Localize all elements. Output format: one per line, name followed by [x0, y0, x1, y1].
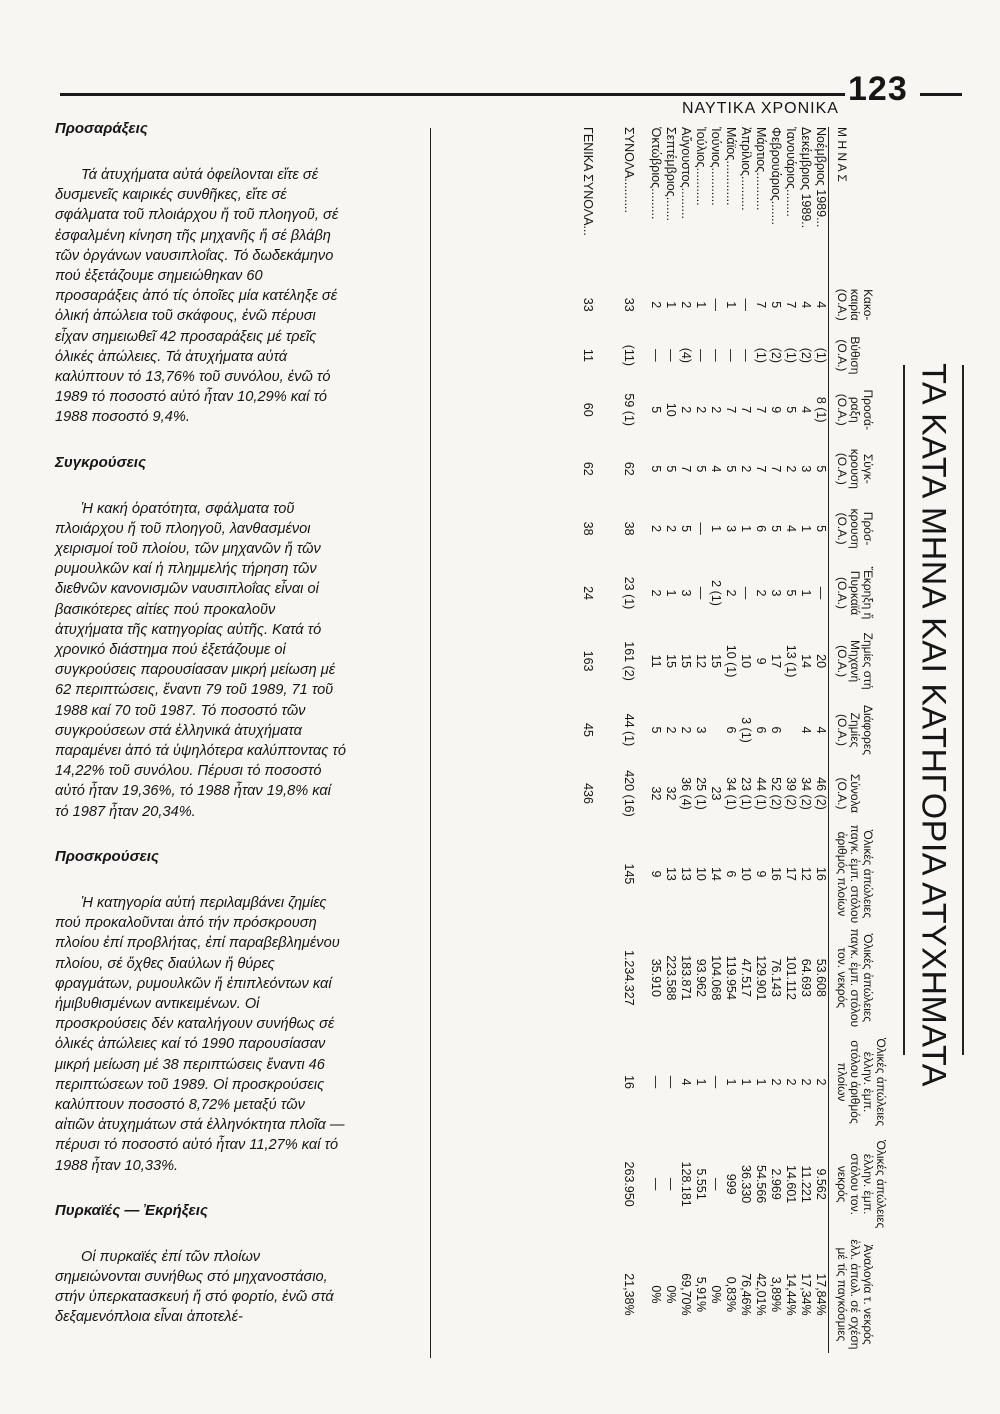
- table-cell: 5: [784, 589, 798, 597]
- table-cell: 2: [649, 589, 663, 597]
- table-cell: 5: [814, 525, 828, 533]
- table-title: ΤΑ ΚΑΤΑ ΜΗΝΑ ΚΑΙ ΚΑΤΗΓΟΡΙΑ ΑΤΥΧΗΜΑΤΑ: [914, 363, 953, 1087]
- table-row-label: Νοέμβριος 1989...: [814, 127, 828, 228]
- table-cell: 2: [649, 301, 663, 309]
- table-cell: 11: [581, 348, 595, 362]
- table-cell: —: [694, 586, 708, 600]
- table-cell: 9: [769, 406, 783, 414]
- table-row-label: Ἀπρίλιος..........: [739, 127, 753, 211]
- table-cell: 5,91%: [694, 1276, 708, 1313]
- table-cell: 33: [622, 297, 636, 312]
- table-row: [648, 125, 663, 1355]
- table-cell: 36.330: [739, 1165, 753, 1204]
- table-cell: 3: [799, 465, 813, 473]
- table-row: [798, 125, 813, 1355]
- table-cell: 5: [814, 465, 828, 473]
- table-cell: 62: [581, 461, 595, 476]
- table-cell: —: [664, 1177, 678, 1191]
- table-cell: 12: [799, 866, 813, 881]
- table-cell: —: [739, 586, 753, 600]
- table-cell: 1: [709, 525, 723, 533]
- table-cell: 8 (1): [814, 396, 828, 423]
- table-cell: 5: [649, 465, 663, 473]
- table-row-label: Δεκέμβριος 1989..: [799, 127, 813, 229]
- table-cell: —: [664, 349, 678, 362]
- table-cell: 42,01%: [754, 1273, 768, 1316]
- table-cell: 14: [799, 654, 813, 669]
- table-cell: 34 (2): [799, 777, 813, 810]
- table-cell: 76,46%: [739, 1273, 753, 1316]
- table-cell: 16: [622, 1075, 636, 1089]
- table-cell: 14: [709, 866, 723, 881]
- table-header-rule: [828, 125, 829, 1355]
- table-cell: 4: [799, 406, 813, 414]
- table-cell: 7: [769, 465, 783, 473]
- table-cell: 2: [784, 465, 798, 473]
- table-cell: 223.588: [664, 955, 678, 1001]
- table-cell: 7: [739, 406, 753, 414]
- table-cell: 2: [649, 525, 663, 533]
- journal-title: ΝΑΥΤΙΚΑ ΧΡΟΝΙΚΑ: [682, 100, 839, 117]
- table-cell: 12: [694, 654, 708, 669]
- table-cell: (11): [622, 344, 636, 367]
- table-cell: 3,89%: [769, 1276, 783, 1313]
- table-row-label: Σεπτέμβριος.......: [664, 127, 678, 222]
- column-header-totals: Σύνολα (Ο.Α.): [835, 773, 862, 814]
- table-cell: 13: [664, 866, 678, 881]
- table-cell: 2: [664, 525, 678, 533]
- table-row: [813, 125, 828, 1355]
- table-cell: 7: [784, 301, 798, 309]
- table-body: [580, 125, 828, 1355]
- table-cell: 10 (1): [724, 644, 738, 678]
- table-cell: 161 (2): [622, 641, 636, 681]
- table-cell: —: [649, 349, 663, 362]
- section-heading-groundings: Προσαράξεις: [55, 120, 148, 137]
- table-row: [753, 125, 768, 1355]
- table-cell: 119.954: [724, 955, 738, 1000]
- table-cell: 11: [649, 654, 663, 668]
- table-cell: 2.969: [769, 1168, 783, 1200]
- table-cell: 1: [694, 301, 708, 309]
- table-cell: 5: [649, 726, 663, 734]
- table-cell: 436: [581, 783, 595, 804]
- table-cell: 2: [694, 406, 708, 414]
- table-cell: 0,83%: [724, 1276, 738, 1313]
- table-cell: 2: [724, 589, 738, 597]
- table-cell: —: [739, 349, 753, 362]
- table-cell: 7: [724, 406, 738, 414]
- table-cell: 101.112: [784, 955, 798, 1000]
- title-rule-inner: [903, 365, 905, 1055]
- table-row-label: ΓΕΝΙΚΑ ΣΥΝΟΛΑ...: [581, 127, 595, 236]
- column-header-greek-losses-dwt: Ὁλικές ἀπώλειες ἑλλην. ἐμπ. στόλου τον. νεκρός: [835, 1139, 888, 1229]
- table-cell: 17: [769, 654, 783, 669]
- table-total-row: [621, 125, 648, 1355]
- table-cell: 3: [679, 589, 693, 597]
- table-cell: 10: [664, 402, 678, 417]
- section-body-collisions: Ἡ κακή ὁρατότητα, σφάλματα τοῦ πλοιάρχου ἤ τοῦ πλοηγοῦ, λανθασμένοι χειρισμοί τοῦ πλοίου, τῶν μηχανῶν ἤ τῶν ρυμουλκῶν καί ἡ πλημμελής τήρηση τῶν διεθνῶν κανονισμῶν ναυσιπλοΐας εἶναι οἱ βασικότερες αἰτίες πού προκαλοῦν ἀτυχήματα τῆς κατηγορίας αὐτῆς. Κατά τό χρονικό διάστημα πού ἐξετάζουμε οἱ συγκρούσεις παρουσίασαν μικρή μείωση μέ 62 περιπτώσεις, ἔναντι 79 τοῦ 1989, 71 τοῦ 1988 καί 70 τοῦ 1987. Τό ποσοστό τῶν συγκρούσεων στά ἑλληνικά ἀτυχήματα παραμένει ἀπό τά ὑψηλότερα καλύπτοντας τό 14,22% τοῦ συνόλου. Πέρυσι τό ποσοστό αὐτό ἦταν 19,36%, τό 1988 ἦταν 19,8% καί τό 1987 ἦταν 20,34%.: [55, 500, 346, 820]
- table-cell: 3: [694, 726, 708, 734]
- table-cell: [708, 695, 723, 765]
- table-cell: 15: [709, 654, 723, 669]
- table-cell: 163: [581, 650, 595, 672]
- accidents-table: [580, 125, 887, 1355]
- table-cell: 1: [754, 1078, 768, 1086]
- table-cell: 16: [814, 866, 828, 881]
- table-cell: 52 (2): [769, 777, 783, 810]
- table-cell: 36 (4): [679, 777, 693, 810]
- table-cell: 9: [649, 870, 663, 878]
- section-body-fires: Οἱ πυρκαϊές ἐπί τῶν πλοίων σημειώνονται συνήθως στό μηχανοστάσιο, στήν ὑπερκατασκευή ἤ στό φορτίο, ἐνῶ στά δεξαμενόπλοια εἶναι ἀποτελέ-: [55, 1248, 334, 1326]
- table-cell: 5: [769, 525, 783, 533]
- table-cell: 3: [769, 589, 783, 597]
- table-cell: 34 (1): [724, 777, 738, 810]
- table-cell: 76.143: [769, 958, 783, 997]
- table-cell: —: [814, 586, 828, 600]
- column-header-collision: Σύγκ- κρουση (Ο.Α.): [835, 448, 875, 489]
- table-cell: 1: [724, 301, 738, 309]
- table-cell: 1.234.327: [622, 950, 636, 1006]
- table-row: [723, 125, 738, 1355]
- table-cell: 45: [581, 723, 595, 737]
- section-body-groundings: Τά ἀτυχήματα αὐτά ὀφείλονται εἴτε σέ δυσμενεῖς καιρικές συνθῆκες, εἴτε σέ σφάλματα τοῦ πλοιάρχου ἤ τοῦ πλοηγοῦ, σέ ἐσφαλμένη κίνηση τῆς μηχανῆς ἤ σέ βλάβη τῶν ὀργάνων ναυσιπλοΐας. Τό δωδεκάμηνο πού ἐξετάζουμε σημειώθηκαν 60 προσαράξεις ἀπό τίς ὁποῖες μία κατέληξε σέ ὁλική ἀπώλεια τοῦ σκάφους, ἐνῶ πέρυσι εἶχαν σημειωθεῖ 42 προσαράξεις μέ τρεῖς ὁλικές ἀπώλειες. Τά ἀτυχήματα αὐτά καλύπτουν τό 13,76% τοῦ συνόλου, ἐνῶ τό 1989 τό ποσοστό αὐτό ἦταν 10,29% καί τό 1988 ποσοστό 9,4%.: [55, 167, 339, 426]
- table-cell: [783, 695, 798, 765]
- table-cell: 1: [664, 301, 678, 309]
- column-header-other-damage: Διάφορες Ζημίες (Ο.Α.): [835, 704, 875, 755]
- table-cell: 4: [784, 525, 798, 533]
- table-cell: 23 (1): [739, 777, 753, 810]
- table-row-label: Μάϊος.............: [724, 127, 738, 206]
- table-cell: 4: [709, 465, 723, 473]
- table-cell: 4: [799, 301, 813, 309]
- table-cell: 1: [739, 525, 753, 533]
- column-header-engine-damage: Ζημίες στή Μηχανή (Ο.Α.): [835, 632, 875, 690]
- table-cell: 9: [754, 657, 768, 665]
- table-row: [663, 125, 678, 1355]
- table-cell: 59 (1): [622, 393, 636, 427]
- table-cell: 44 (1): [622, 713, 636, 747]
- table-cell: 23: [709, 786, 723, 801]
- table-cell: 5: [784, 406, 798, 414]
- table-cell: 32: [664, 786, 678, 801]
- table-row: [768, 125, 783, 1355]
- table-cell: 14,44%: [784, 1273, 798, 1316]
- table-cell: —: [709, 1075, 723, 1089]
- table-cell: 46 (2): [814, 777, 828, 810]
- table-cell: 2: [664, 726, 678, 734]
- table-cell: (1): [814, 347, 828, 364]
- table-cell: 53.608: [814, 958, 828, 997]
- table-cell: 14.601: [784, 1165, 798, 1204]
- table-cell: 4: [814, 726, 828, 734]
- table-row-label: ΣΥΝΟΛΑ..........: [622, 127, 636, 214]
- table-cell: 10: [739, 866, 753, 881]
- table-cell: 2: [754, 589, 768, 597]
- table-row-label: Ὀκτώβριος.........: [649, 127, 663, 220]
- table-cell: 1: [694, 1078, 708, 1086]
- header-rule-left: [60, 93, 845, 96]
- table-cell: 420 (16): [622, 770, 636, 817]
- table-cell: 10: [694, 866, 708, 881]
- table-cell: 7: [679, 465, 693, 473]
- table-cell: 9: [754, 870, 768, 878]
- table-cell: 16: [769, 866, 783, 881]
- table-cell: 128.181: [679, 1161, 693, 1207]
- title-rule-outer: [962, 365, 964, 1055]
- table-cell: —: [709, 298, 723, 311]
- column-divider: [430, 128, 431, 1358]
- table-cell: 17: [784, 866, 798, 881]
- table-cell: 5: [649, 406, 663, 414]
- table-cell: 35.910: [649, 958, 663, 997]
- table-cell: 2: [679, 301, 693, 309]
- table-cell: —: [694, 349, 708, 362]
- table-cell: 2: [679, 726, 693, 734]
- table-cell: 183.871: [679, 955, 693, 1001]
- table-cell: 5: [769, 301, 783, 309]
- table-cell: [580, 1030, 621, 1135]
- table-cell: 0%: [664, 1285, 678, 1304]
- table-cell: 2: [769, 1078, 783, 1086]
- table-cell: 32: [649, 786, 663, 801]
- header-rule-right: [920, 93, 962, 96]
- table-cell: 47.517: [739, 958, 753, 997]
- table-cell: 1: [724, 1078, 738, 1086]
- accidents-table-container: [467, 125, 887, 1355]
- table-row-label: Μάρτιος...........: [754, 127, 768, 211]
- table-cell: 1: [799, 525, 813, 533]
- table-cell: (1): [754, 347, 768, 364]
- table-cell: 1: [739, 1078, 753, 1086]
- table-cell: 2: [709, 406, 723, 414]
- table-cell: 11.221: [799, 1165, 813, 1203]
- column-header-fire-explosion: Ἔκρηξη ἤ Πυρκαϊά (Ο.Α.): [835, 566, 875, 620]
- table-cell: (4): [679, 347, 693, 364]
- table-row-label: Φεβρουάριος.......: [769, 127, 783, 226]
- table-cell: 10: [739, 654, 753, 669]
- table-cell: 33: [581, 297, 595, 312]
- table-row-label: Ἰανουάριος........: [784, 127, 798, 217]
- table-cell: 129.901: [754, 955, 768, 1001]
- table-cell: 104.068: [709, 955, 723, 1001]
- column-header-greek-losses-ships: Ὁλικές ἀπώλειες ἑλλην. ἐμπ. στόλου ἀριθμός πλοίων: [835, 1037, 888, 1127]
- table-cell: —: [649, 1177, 663, 1191]
- table-cell: [580, 822, 621, 926]
- table-cell: 15: [679, 654, 693, 669]
- column-header-contact: Πρόσ- κρουση (Ο.Α.): [835, 508, 875, 549]
- table-cell: —: [694, 522, 708, 535]
- column-header-month: Μ Η Ν Α Σ: [835, 127, 849, 182]
- table-cell: —: [664, 1075, 678, 1089]
- table-cell: 5: [679, 525, 693, 533]
- table-row: [708, 125, 723, 1355]
- table-cell: 2: [679, 406, 693, 414]
- table-grand-total-row: [580, 125, 621, 1355]
- table-cell: 21,38%: [622, 1273, 636, 1316]
- table-cell: —: [709, 1177, 723, 1191]
- table-cell: 38: [581, 521, 595, 536]
- table-cell: —: [709, 349, 723, 362]
- column-header-sinking: Βύθιση (Ο.Α.): [835, 336, 862, 375]
- table-cell: (2): [769, 347, 783, 364]
- table-cell: 4: [814, 301, 828, 309]
- table-cell: 6: [754, 726, 768, 734]
- table-cell: 2 (1): [709, 580, 723, 606]
- table-cell: 69,70%: [679, 1273, 693, 1316]
- table-cell: 6: [724, 726, 738, 734]
- table-row: [693, 125, 708, 1355]
- table-cell: 9.562: [814, 1168, 828, 1200]
- table-cell: 23 (1): [622, 576, 636, 610]
- table-cell: 145: [622, 863, 636, 885]
- table-cell: 25 (1): [694, 777, 708, 810]
- table-cell: 2: [784, 1078, 798, 1086]
- table-row: [678, 125, 693, 1355]
- table-cell: 60: [581, 402, 595, 417]
- table-cell: 1: [799, 589, 813, 597]
- table-cell: 5: [694, 465, 708, 473]
- table-cell: 0%: [649, 1285, 663, 1304]
- table-cell: 1: [664, 589, 678, 597]
- table-cell: 93.962: [694, 958, 708, 997]
- table-cell: 6: [754, 525, 768, 533]
- section-heading-contacts: Προσκρούσεις: [55, 847, 159, 865]
- table-cell: 5.551: [694, 1168, 708, 1200]
- table-cell: 2: [799, 1078, 813, 1086]
- table-cell: 2: [814, 1078, 828, 1086]
- table-cell: 64.693: [799, 958, 813, 997]
- table-cell: 17,84%: [814, 1273, 828, 1316]
- column-header-grounding: Προσά- ραξη (Ο.Α.): [835, 389, 875, 430]
- table-cell: 54.566: [754, 1165, 768, 1204]
- section-body-contacts: Ἡ κατηγορία αὐτή περιλαμβάνει ζημίες πού προκαλοῦνται ἀπό τήν πρόσκρουση πλοίου ἐπί προβλήτας, ἐπί παραβεβλημένου πλοίου, σέ ὄχθες διαύλων ἤ θύρες φραγμάτων, ρυμουλκῶν ἤ ἐπιπλεόντων καί ἡμιβυθισμένων αντικειμένων. Οἱ προσκρούσεις δέν καταλήγουν συνήθως σέ ὁλικές ἀπώλειες καί τό 1990 παρουσίασαν μικρή μείωση μέ 38 περιπτώσεις ἔναντι 46 περιπτώσεων τοῦ 1989. Οἱ προσκρούσεις καλύπτουν ποσοστό 8,72% μεταξύ τῶν αἰτιῶν ἀτυχημάτων στά ἑλληνόκτητα πλοῖα — πέρυσι τό ποσοστό αὐτό ἦταν 11,27% καί τό 1988 ἦταν 10,33%.: [55, 894, 345, 1174]
- table-row-label: Ἰούλιος...........: [694, 127, 708, 206]
- table-cell: 3 (1): [739, 717, 753, 743]
- table-cell: [580, 1234, 621, 1355]
- table-row-label: Αὔγουστος.........: [679, 127, 693, 219]
- table-cell: 4: [679, 1078, 693, 1086]
- table-cell: 39 (2): [784, 777, 798, 810]
- table-cell: 7: [754, 406, 768, 414]
- table-cell: 62: [622, 461, 636, 476]
- table-cell: —: [739, 298, 753, 311]
- table-cell: 7: [754, 465, 768, 473]
- table-cell: 20: [814, 654, 828, 669]
- column-header-world-losses-ships: Ὁλικές ἀπώλειες παγκ. ἐμπ. στόλου ἀριθμός πλοίων: [835, 824, 875, 924]
- table-cell: 7: [754, 301, 768, 309]
- table-cell: [580, 1134, 621, 1233]
- column-header-world-losses-dwt: Ὁλικές ἀπώλειες παγκ. ἐμπ. στόλου τον. νεκρός: [835, 928, 875, 1028]
- table-cell: (2): [799, 347, 813, 364]
- table-row: [783, 125, 798, 1355]
- table-cell: 999: [724, 1173, 738, 1195]
- table-cell: 44 (1): [754, 777, 768, 810]
- table-cell: 0%: [709, 1285, 723, 1304]
- table-cell: 15: [664, 654, 678, 669]
- column-header-ratio: Ἀναλογία τ. νεκρός ἑλλ. ἀπωλ. σέ σχέση μέ τίς παγκόσμιες: [835, 1239, 875, 1350]
- table-cell: 13 (1): [784, 644, 798, 678]
- section-heading-fires: Πυρκαϊές — Ἐκρήξεις: [55, 1201, 208, 1219]
- table-cell: 3: [724, 525, 738, 533]
- table-cell: —: [724, 349, 738, 362]
- table-row: [738, 125, 753, 1355]
- table-cell: 5: [724, 465, 738, 473]
- text-column: [55, 120, 347, 1354]
- table-cell: —: [649, 1075, 663, 1089]
- table-cell: 2: [739, 465, 753, 473]
- table-cell: 6: [724, 870, 738, 878]
- table-header-row: [829, 125, 887, 1355]
- table-cell: [580, 926, 621, 1030]
- table-cell: 17,34%: [799, 1273, 813, 1316]
- table-cell: 5: [664, 465, 678, 473]
- table-cell: 24: [581, 586, 595, 600]
- column-header-weather: Κακο- καιρία (Ο.Α.): [835, 288, 875, 321]
- table-cell: 13: [679, 866, 693, 881]
- table-cell: 263.950: [622, 1161, 636, 1207]
- table-cell: (1): [784, 347, 798, 364]
- table-row-label: Ἰούνιος...........: [709, 127, 723, 206]
- table-cell: 6: [769, 726, 783, 734]
- page-number: 123: [848, 70, 908, 108]
- table-cell: 38: [622, 521, 636, 536]
- section-heading-collisions: Συγκρούσεις: [55, 453, 146, 471]
- table-cell: 4: [799, 726, 813, 734]
